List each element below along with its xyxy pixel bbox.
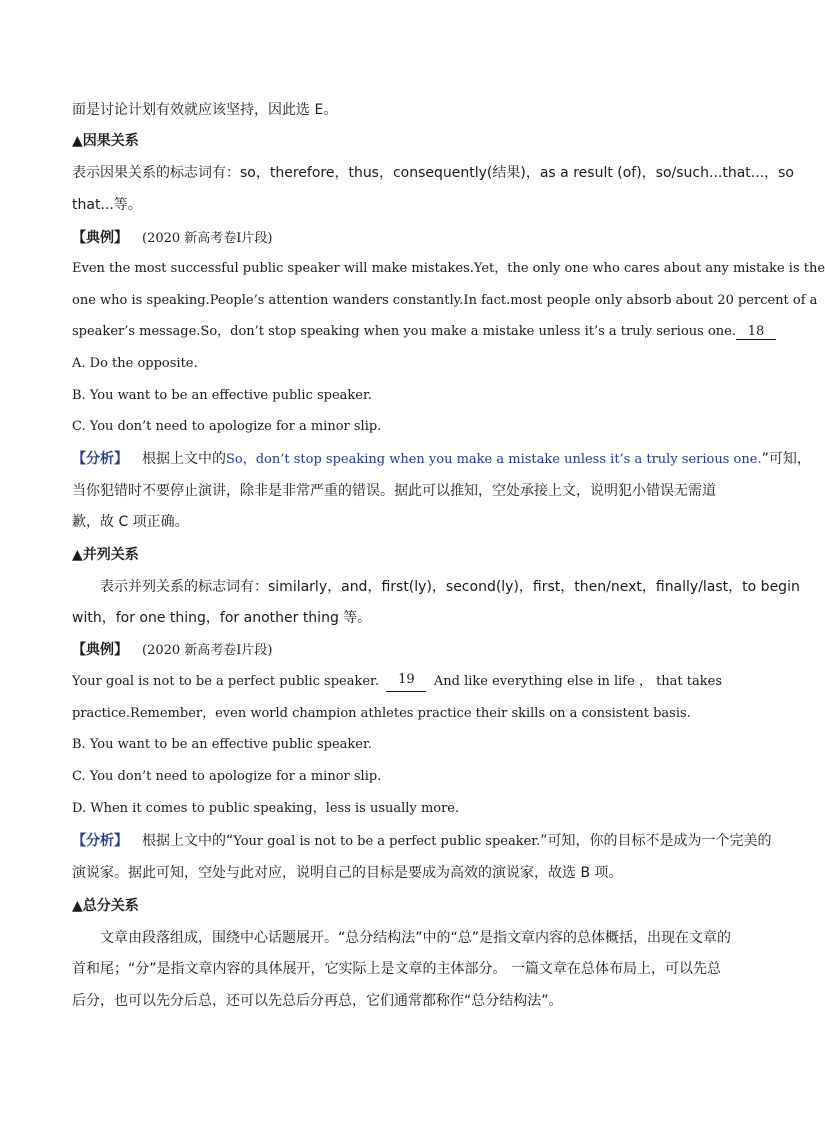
analysis-2-pre: 根据上文中的“ [142, 833, 234, 849]
passage-2-line-1 [72, 672, 722, 692]
analysis-1-post: ”可知， [761, 451, 811, 467]
analysis-1-quote: So，don’t stop speaking when you make a mistake unless it’s a truly serious one. [226, 452, 762, 467]
parallel-markers-line-2: with，for one thing，for another thing 等。 [72, 610, 372, 626]
passage-1-line-1: Even the most successful public speaker will make mistakes.Yet，the only one who cares about any mistake is the [72, 261, 825, 276]
option-b: B. You want to be an effective public speaker. [72, 388, 372, 403]
example-tag: 【典例】 [72, 230, 128, 246]
option-c-2: C. You don’t need to apologize for a minor slip. [72, 769, 382, 784]
option-b-2: B. You want to be an effective public speaker. [72, 737, 372, 752]
analysis-2-line-2: 演说家。据此可知，空处与此对应，说明自己的目标是要成为高效的演说家，故选 B 项。 [72, 865, 623, 881]
example-2-header [72, 640, 722, 661]
passage-2-pre: Your goal is not to be a perfect public speaker. [72, 674, 379, 689]
cause-effect-markers-line-1: 表示因果关系的标志词有：so，therefore，thus，consequently(结果)，as a result (of)，so/such...that...，so [72, 165, 794, 181]
option-a: A. Do the opposite. [72, 356, 198, 371]
cause-effect-markers-line-2: that...等。 [72, 197, 142, 213]
analysis-2-quote: Your goal is not to be a perfect public speaker. [233, 834, 541, 849]
passage-2-line-2: practice.Remember，even world champion athletes practice their skills on a consistent basis. [72, 706, 691, 721]
parallel-markers-line-1: 表示并列关系的标志词有：similarly，and，first(ly)，second(ly)，first，then/next，finally/last，to begin [100, 579, 800, 595]
passage-1-line-3-text: speaker’s message.So，don’t stop speaking when you make a mistake unless it’s a truly serious one. [72, 324, 736, 339]
general-specific-line-3: 后分，也可以先分后总，还可以先总后分再总，它们通常都称作“总分结构法”。 [72, 993, 563, 1009]
analysis-tag: 【分析】 [72, 451, 128, 467]
passage-1-line-3 [72, 322, 765, 342]
blank-18: 18 [736, 324, 776, 340]
heading-general-specific: ▲总分关系 [72, 898, 139, 914]
analysis-2-post: ”可知，你的目标不是成为一个完美的 [540, 833, 772, 849]
analysis-tag: 【分析】 [72, 833, 128, 849]
example-source: (2020 新高考卷Ⅰ片段) [142, 643, 273, 658]
analysis-1-pre: 根据上文中的 [142, 451, 226, 467]
example-tag: 【典例】 [72, 642, 128, 658]
heading-cause-effect: ▲因果关系 [72, 133, 139, 149]
heading-parallel: ▲并列关系 [72, 547, 139, 563]
example-1-header [72, 228, 722, 249]
passage-1-line-2: one who is speaking.People’s attention wanders constantly.In fact.most people only absorb about 20 percent of a [72, 293, 818, 308]
example-source: (2020 新高考卷Ⅰ片段) [142, 231, 273, 246]
general-specific-line-2: 首和尾；“分”是指文章内容的具体展开，它实际上是文章的主体部分。 一篇文章在总体布局上，可以先总 [72, 961, 721, 977]
blank-19: 19 [386, 672, 426, 692]
intro-line: 面是讨论计划有效就应该坚持，因此选 E。 [72, 102, 338, 118]
option-c: C. You don’t need to apologize for a minor slip. [72, 419, 382, 434]
option-d-2: D. When it comes to public speaking，less is usually more. [72, 801, 460, 816]
analysis-2-line-1 [72, 831, 772, 852]
analysis-1-line-3: 歉，故 C 项正确。 [72, 514, 189, 530]
passage-2-post: And like everything else in life ， that takes [433, 674, 722, 689]
general-specific-line-1: 文章由段落组成，围绕中心话题展开。“总分结构法”中的“总”是指文章内容的总体概括，出现在文章的 [100, 930, 732, 946]
analysis-1-line-2: 当你犯错时不要停止演讲，除非是非常严重的错误。据此可以推知，空处承接上文，说明犯小错误无需道 [72, 483, 716, 499]
analysis-1-line-1 [72, 449, 811, 470]
